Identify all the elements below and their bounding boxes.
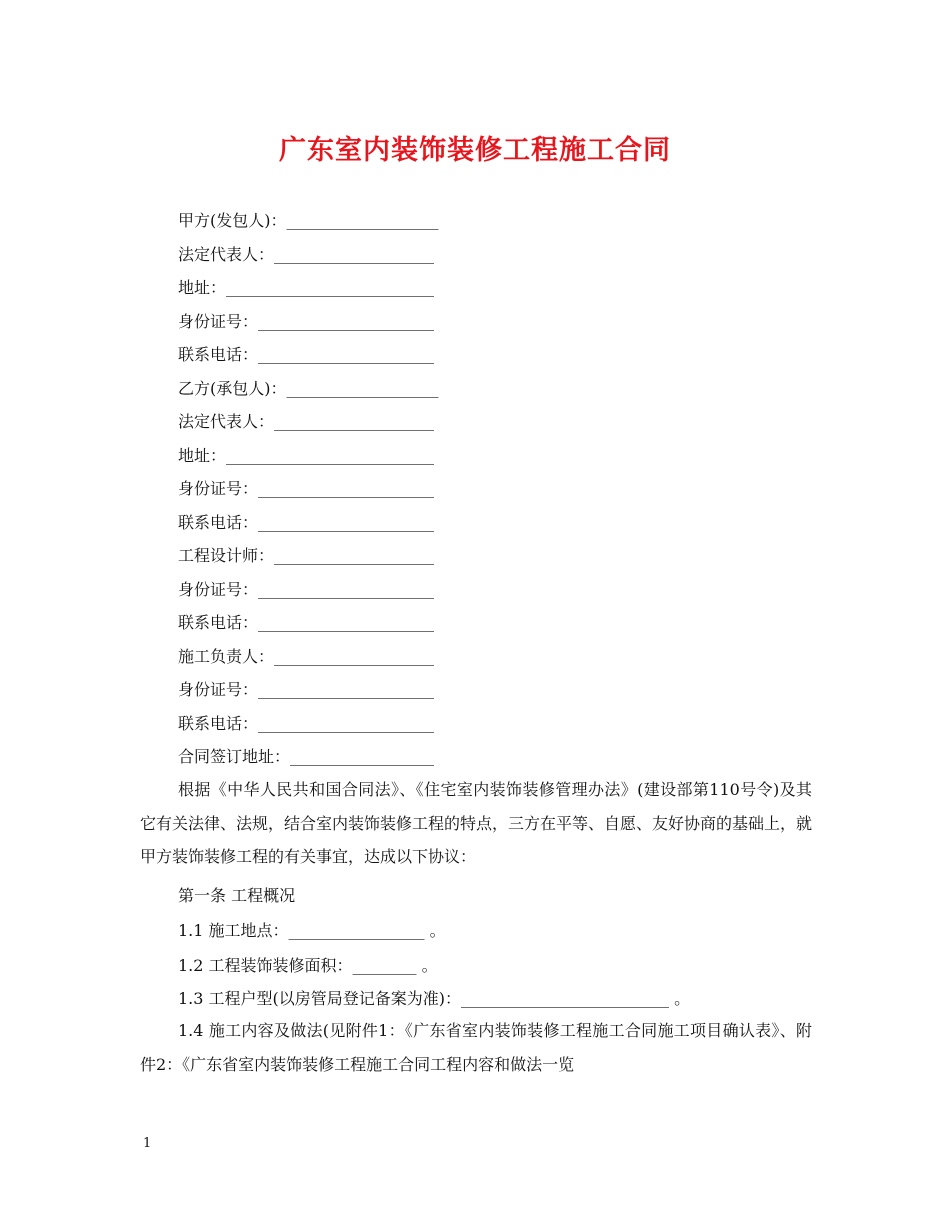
designer-phone-field: 联系电话：______________________ [178, 613, 435, 632]
party-b-representative-field: 法定代表人：____________________ [178, 412, 435, 431]
document-title: 广东室内装饰装修工程施工合同 [279, 135, 671, 166]
item-1-3: 1.3 工程户型(以房管局登记备案为准)：__________________________ 。 [178, 989, 691, 1008]
page-number: 1 [143, 1136, 152, 1151]
signing-address-field: 合同签订地址：__________________ [178, 747, 435, 766]
party-a-id-field: 身份证号：______________________ [178, 312, 435, 331]
party-a-phone-field: 联系电话：______________________ [178, 345, 435, 364]
article-1-heading: 第一条 工程概况 [178, 886, 296, 905]
party-b-address-field: 地址：__________________________ [178, 446, 435, 465]
construction-lead-id-field: 身份证号：______________________ [178, 680, 435, 699]
party-a-address-field: 地址：__________________________ [178, 278, 435, 297]
designer-id-field: 身份证号：______________________ [178, 580, 435, 599]
party-a-representative-field: 法定代表人：____________________ [178, 245, 435, 264]
party-a-field: 甲方(发包人)：___________________ [178, 211, 439, 230]
item-1-2: 1.2 工程装饰装修面积：________ 。 [178, 956, 438, 975]
party-b-id-field: 身份证号：______________________ [178, 479, 435, 498]
construction-lead-field: 施工负责人：____________________ [178, 647, 435, 666]
intro-paragraph: 根据《中华人民共和国合同法》、《住宅室内装饰装修管理办法》(建设部第110号令)及其它有关法律、法规，结合室内装饰装修工程的特点，三方在平等、自愿、友好协商的基础上，就甲方装饰装修工程的有关事宜，达成以下协议： [140, 780, 813, 866]
construction-lead-phone-field: 联系电话：______________________ [178, 714, 435, 733]
party-b-field: 乙方(承包人)：___________________ [178, 379, 439, 398]
item-1-1: 1.1 施工地点：_________________ 。 [178, 921, 446, 940]
party-b-phone-field: 联系电话：______________________ [178, 513, 435, 532]
designer-field: 工程设计师：____________________ [178, 546, 435, 565]
item-1-4: 1.4 施工内容及做法(见附件1：《广东省室内装饰装修工程施工合同施工项目确认表》、附件2：《广东省室内装饰装修工程施工合同工程内容和做法一览 [140, 1021, 812, 1074]
